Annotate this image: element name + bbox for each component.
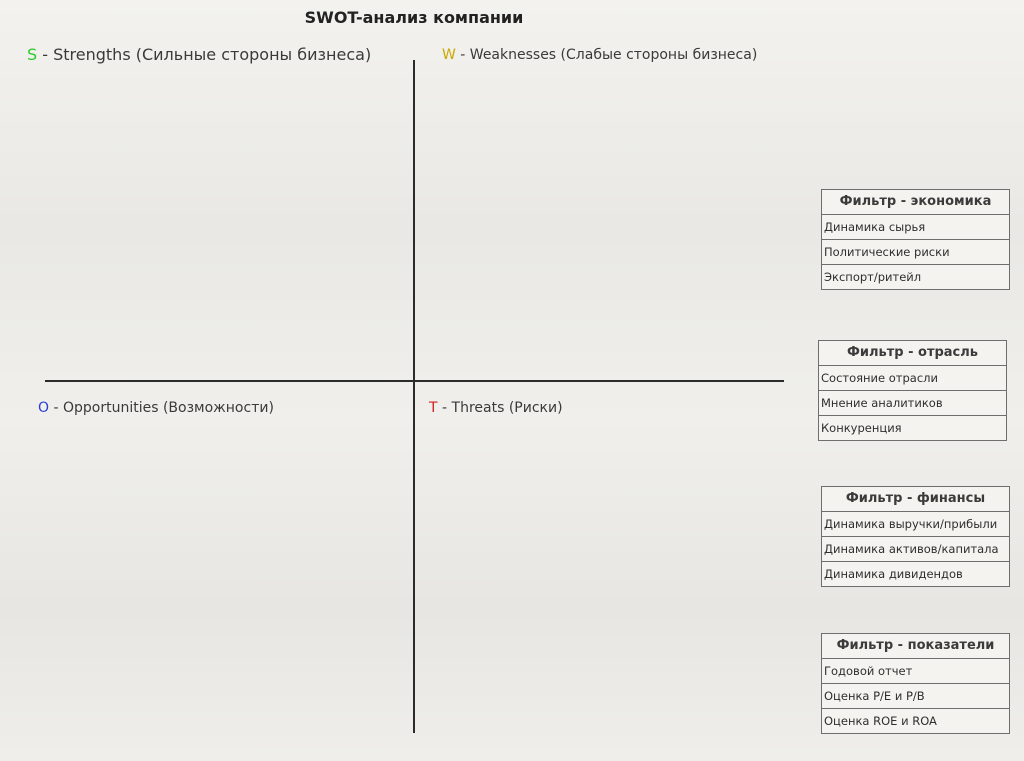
strengths-letter: S [27,45,38,64]
horizontal-axis-line [45,380,784,382]
filter-item-analyst-opinion[interactable]: Мнение аналитиков [819,391,1006,416]
page-title: SWOT-анализ компании [304,8,524,27]
filter-item-revenue-profit[interactable]: Динамика выручки/прибыли [822,512,1009,537]
filter-indicators [821,633,1010,734]
strengths-text: - Strengths (Сильные стороны бизнеса) [37,45,372,64]
filter-finance-title: Фильтр - финансы [822,487,1009,512]
filter-item-export-retail[interactable]: Экспорт/ритейл [824,270,922,284]
filter-item-annual-report[interactable]: Годовой отчет [822,659,1009,684]
threats-label [429,400,563,416]
weaknesses-text: - Weaknesses (Слабые стороны бизнеса) [455,47,758,63]
filter-item-pe-pb[interactable]: Оценка P/E и P/B [822,684,1009,709]
filter-item-political-risks[interactable]: Политические риски [822,240,1009,265]
filter-item-raw-materials[interactable]: Динамика сырья [822,215,1009,240]
filter-finance [821,486,1010,587]
threats-text: - Threats (Риски) [437,400,563,416]
filter-economy [821,189,1010,290]
opportunities-text: - Opportunities (Возможности) [49,400,274,416]
filter-industry [818,340,1007,441]
threats-letter: T [429,400,438,416]
filter-item-competition[interactable]: Конкуренция [821,421,902,435]
filter-industry-title: Фильтр - отрасль [819,341,1006,366]
weaknesses-label [442,47,757,63]
opportunities-letter: O [38,400,50,416]
filter-economy-title: Фильтр - экономика [822,190,1009,215]
opportunities-label [38,400,274,416]
weaknesses-letter: W [442,47,456,63]
filter-item-dividends[interactable]: Динамика дивидендов [824,567,963,581]
filter-item-industry-state[interactable]: Состояние отрасли [819,366,1006,391]
strengths-label [27,45,371,64]
filter-item-assets-capital[interactable]: Динамика активов/капитала [822,537,1009,562]
filter-indicators-title: Фильтр - показатели [822,634,1009,659]
vertical-axis-line [413,60,415,733]
filter-item-roe-roa[interactable]: Оценка ROE и ROA [824,714,937,728]
